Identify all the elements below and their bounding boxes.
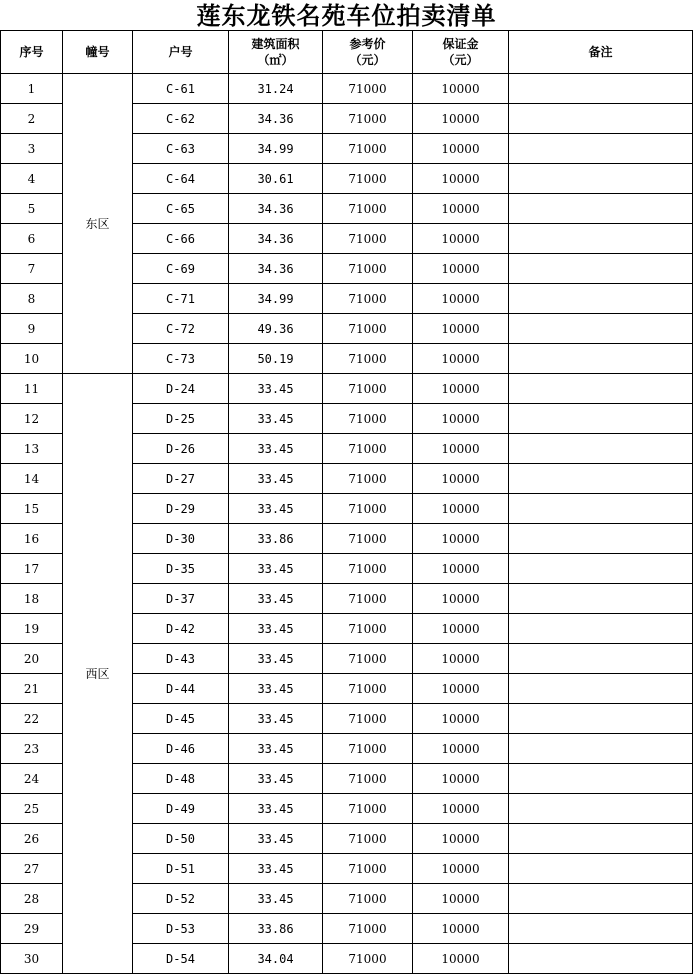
cell-area: 50.19	[229, 344, 323, 374]
cell-area: 31.24	[229, 74, 323, 104]
cell-deposit: 10000	[413, 614, 509, 644]
cell-unit: D-26	[133, 434, 229, 464]
cell-area: 33.45	[229, 554, 323, 584]
cell-deposit: 10000	[413, 434, 509, 464]
cell-seq: 14	[1, 464, 63, 494]
cell-unit: C-72	[133, 314, 229, 344]
cell-unit: D-50	[133, 824, 229, 854]
cell-price: 71000	[323, 554, 413, 584]
cell-price: 71000	[323, 74, 413, 104]
cell-deposit: 10000	[413, 914, 509, 944]
cell-seq: 8	[1, 284, 63, 314]
cell-unit: D-52	[133, 884, 229, 914]
cell-price: 71000	[323, 644, 413, 674]
cell-area: 30.61	[229, 164, 323, 194]
header-seq: 序号	[1, 31, 63, 74]
cell-remark	[509, 704, 693, 734]
cell-unit: C-63	[133, 134, 229, 164]
cell-area: 33.45	[229, 584, 323, 614]
auction-table	[0, 30, 693, 974]
cell-area: 33.45	[229, 464, 323, 494]
cell-unit: C-66	[133, 224, 229, 254]
cell-price: 71000	[323, 254, 413, 284]
cell-area: 33.45	[229, 734, 323, 764]
cell-price: 71000	[323, 404, 413, 434]
cell-price: 71000	[323, 914, 413, 944]
cell-area: 34.36	[229, 254, 323, 284]
cell-deposit: 10000	[413, 194, 509, 224]
table-body	[1, 74, 693, 974]
cell-area: 33.45	[229, 854, 323, 884]
header-remark: 备注	[509, 31, 693, 74]
header-building: 幢号	[63, 31, 133, 74]
cell-remark	[509, 524, 693, 554]
cell-deposit: 10000	[413, 494, 509, 524]
cell-price: 71000	[323, 524, 413, 554]
cell-unit: C-61	[133, 74, 229, 104]
cell-remark	[509, 944, 693, 974]
cell-deposit: 10000	[413, 374, 509, 404]
cell-area: 34.99	[229, 134, 323, 164]
cell-seq: 15	[1, 494, 63, 524]
cell-price: 71000	[323, 134, 413, 164]
cell-unit: D-25	[133, 404, 229, 434]
cell-deposit: 10000	[413, 794, 509, 824]
header-price-label: 参考价	[349, 37, 386, 51]
cell-price: 71000	[323, 584, 413, 614]
cell-remark	[509, 644, 693, 674]
cell-seq: 23	[1, 734, 63, 764]
cell-unit: D-42	[133, 614, 229, 644]
cell-unit: D-48	[133, 764, 229, 794]
cell-remark	[509, 194, 693, 224]
cell-seq: 25	[1, 794, 63, 824]
cell-price: 71000	[323, 704, 413, 734]
cell-building-zone: 西区	[63, 374, 133, 974]
header-area	[229, 31, 323, 74]
cell-price: 71000	[323, 494, 413, 524]
cell-remark	[509, 464, 693, 494]
cell-unit: D-46	[133, 734, 229, 764]
cell-deposit: 10000	[413, 944, 509, 974]
cell-area: 33.45	[229, 644, 323, 674]
cell-seq: 22	[1, 704, 63, 734]
cell-remark	[509, 764, 693, 794]
cell-unit: D-43	[133, 644, 229, 674]
cell-remark	[509, 104, 693, 134]
cell-seq: 10	[1, 344, 63, 374]
cell-deposit: 10000	[413, 224, 509, 254]
cell-unit: D-37	[133, 584, 229, 614]
cell-area: 34.99	[229, 284, 323, 314]
cell-deposit: 10000	[413, 644, 509, 674]
cell-remark	[509, 74, 693, 104]
cell-remark	[509, 734, 693, 764]
cell-seq: 7	[1, 254, 63, 284]
cell-deposit: 10000	[413, 584, 509, 614]
cell-area: 33.45	[229, 824, 323, 854]
header-row	[1, 31, 693, 74]
cell-deposit: 10000	[413, 344, 509, 374]
cell-seq: 29	[1, 914, 63, 944]
cell-deposit: 10000	[413, 404, 509, 434]
header-price	[323, 31, 413, 74]
cell-price: 71000	[323, 614, 413, 644]
cell-seq: 20	[1, 644, 63, 674]
cell-seq: 16	[1, 524, 63, 554]
cell-remark	[509, 794, 693, 824]
cell-price: 71000	[323, 224, 413, 254]
cell-deposit: 10000	[413, 704, 509, 734]
cell-area: 33.45	[229, 704, 323, 734]
cell-unit: C-64	[133, 164, 229, 194]
cell-unit: C-65	[133, 194, 229, 224]
cell-unit: D-27	[133, 464, 229, 494]
cell-seq: 12	[1, 404, 63, 434]
table-row	[1, 74, 693, 104]
cell-seq: 21	[1, 674, 63, 704]
cell-unit: D-35	[133, 554, 229, 584]
cell-remark	[509, 824, 693, 854]
cell-remark	[509, 434, 693, 464]
cell-deposit: 10000	[413, 104, 509, 134]
header-deposit-label: 保证金	[442, 37, 479, 51]
cell-price: 71000	[323, 164, 413, 194]
cell-unit: D-45	[133, 704, 229, 734]
header-deposit	[413, 31, 509, 74]
cell-seq: 19	[1, 614, 63, 644]
cell-unit: C-62	[133, 104, 229, 134]
cell-remark	[509, 584, 693, 614]
table-row	[1, 374, 693, 404]
cell-deposit: 10000	[413, 254, 509, 284]
cell-seq: 13	[1, 434, 63, 464]
cell-area: 33.45	[229, 494, 323, 524]
cell-remark	[509, 374, 693, 404]
cell-price: 71000	[323, 884, 413, 914]
cell-price: 71000	[323, 794, 413, 824]
cell-remark	[509, 494, 693, 524]
cell-seq: 17	[1, 554, 63, 584]
cell-deposit: 10000	[413, 824, 509, 854]
cell-deposit: 10000	[413, 734, 509, 764]
cell-remark	[509, 254, 693, 284]
cell-seq: 5	[1, 194, 63, 224]
cell-price: 71000	[323, 374, 413, 404]
cell-seq: 18	[1, 584, 63, 614]
cell-unit: D-54	[133, 944, 229, 974]
cell-remark	[509, 284, 693, 314]
cell-remark	[509, 164, 693, 194]
cell-price: 71000	[323, 194, 413, 224]
cell-seq: 9	[1, 314, 63, 344]
cell-remark	[509, 854, 693, 884]
cell-area: 33.45	[229, 794, 323, 824]
cell-remark	[509, 404, 693, 434]
cell-price: 71000	[323, 284, 413, 314]
cell-seq: 26	[1, 824, 63, 854]
header-price-unit: （元）	[349, 53, 386, 67]
cell-deposit: 10000	[413, 314, 509, 344]
cell-unit: D-49	[133, 794, 229, 824]
cell-price: 71000	[323, 104, 413, 134]
cell-deposit: 10000	[413, 134, 509, 164]
cell-deposit: 10000	[413, 524, 509, 554]
cell-unit: D-24	[133, 374, 229, 404]
cell-deposit: 10000	[413, 74, 509, 104]
cell-seq: 11	[1, 374, 63, 404]
cell-seq: 1	[1, 74, 63, 104]
header-deposit-unit: （元）	[442, 53, 479, 67]
cell-area: 34.04	[229, 944, 323, 974]
cell-price: 71000	[323, 824, 413, 854]
header-area-label: 建筑面积	[251, 37, 300, 51]
cell-seq: 28	[1, 884, 63, 914]
cell-unit: C-73	[133, 344, 229, 374]
cell-price: 71000	[323, 464, 413, 494]
cell-price: 71000	[323, 734, 413, 764]
cell-remark	[509, 314, 693, 344]
header-unit: 户号	[133, 31, 229, 74]
page-title: 莲东龙铁名苑车位拍卖清单	[196, 1, 497, 30]
cell-deposit: 10000	[413, 464, 509, 494]
cell-unit: D-53	[133, 914, 229, 944]
cell-price: 71000	[323, 434, 413, 464]
cell-unit: D-29	[133, 494, 229, 524]
cell-area: 33.45	[229, 434, 323, 464]
cell-unit: D-44	[133, 674, 229, 704]
cell-area: 34.36	[229, 224, 323, 254]
cell-seq: 3	[1, 134, 63, 164]
cell-price: 71000	[323, 854, 413, 884]
cell-seq: 27	[1, 854, 63, 884]
header-area-unit: （㎡）	[257, 53, 294, 67]
cell-price: 71000	[323, 344, 413, 374]
cell-deposit: 10000	[413, 284, 509, 314]
cell-remark	[509, 344, 693, 374]
cell-seq: 30	[1, 944, 63, 974]
cell-area: 33.45	[229, 614, 323, 644]
cell-building-zone: 东区	[63, 74, 133, 374]
cell-deposit: 10000	[413, 884, 509, 914]
cell-area: 34.36	[229, 104, 323, 134]
cell-price: 71000	[323, 764, 413, 794]
cell-unit: C-69	[133, 254, 229, 284]
cell-remark	[509, 914, 693, 944]
cell-deposit: 10000	[413, 164, 509, 194]
cell-remark	[509, 884, 693, 914]
cell-seq: 4	[1, 164, 63, 194]
cell-area: 33.86	[229, 524, 323, 554]
cell-price: 71000	[323, 944, 413, 974]
cell-area: 33.45	[229, 404, 323, 434]
cell-deposit: 10000	[413, 854, 509, 884]
cell-area: 33.45	[229, 674, 323, 704]
cell-remark	[509, 614, 693, 644]
cell-area: 33.45	[229, 764, 323, 794]
cell-remark	[509, 134, 693, 164]
cell-deposit: 10000	[413, 674, 509, 704]
cell-seq: 2	[1, 104, 63, 134]
cell-remark	[509, 674, 693, 704]
cell-area: 49.36	[229, 314, 323, 344]
cell-area: 33.86	[229, 914, 323, 944]
cell-remark	[509, 554, 693, 584]
cell-price: 71000	[323, 314, 413, 344]
cell-seq: 6	[1, 224, 63, 254]
cell-unit: C-71	[133, 284, 229, 314]
cell-area: 33.45	[229, 884, 323, 914]
cell-unit: D-51	[133, 854, 229, 884]
cell-area: 34.36	[229, 194, 323, 224]
cell-price: 71000	[323, 674, 413, 704]
cell-area: 33.45	[229, 374, 323, 404]
cell-seq: 24	[1, 764, 63, 794]
cell-deposit: 10000	[413, 764, 509, 794]
cell-deposit: 10000	[413, 554, 509, 584]
cell-remark	[509, 224, 693, 254]
cell-unit: D-30	[133, 524, 229, 554]
